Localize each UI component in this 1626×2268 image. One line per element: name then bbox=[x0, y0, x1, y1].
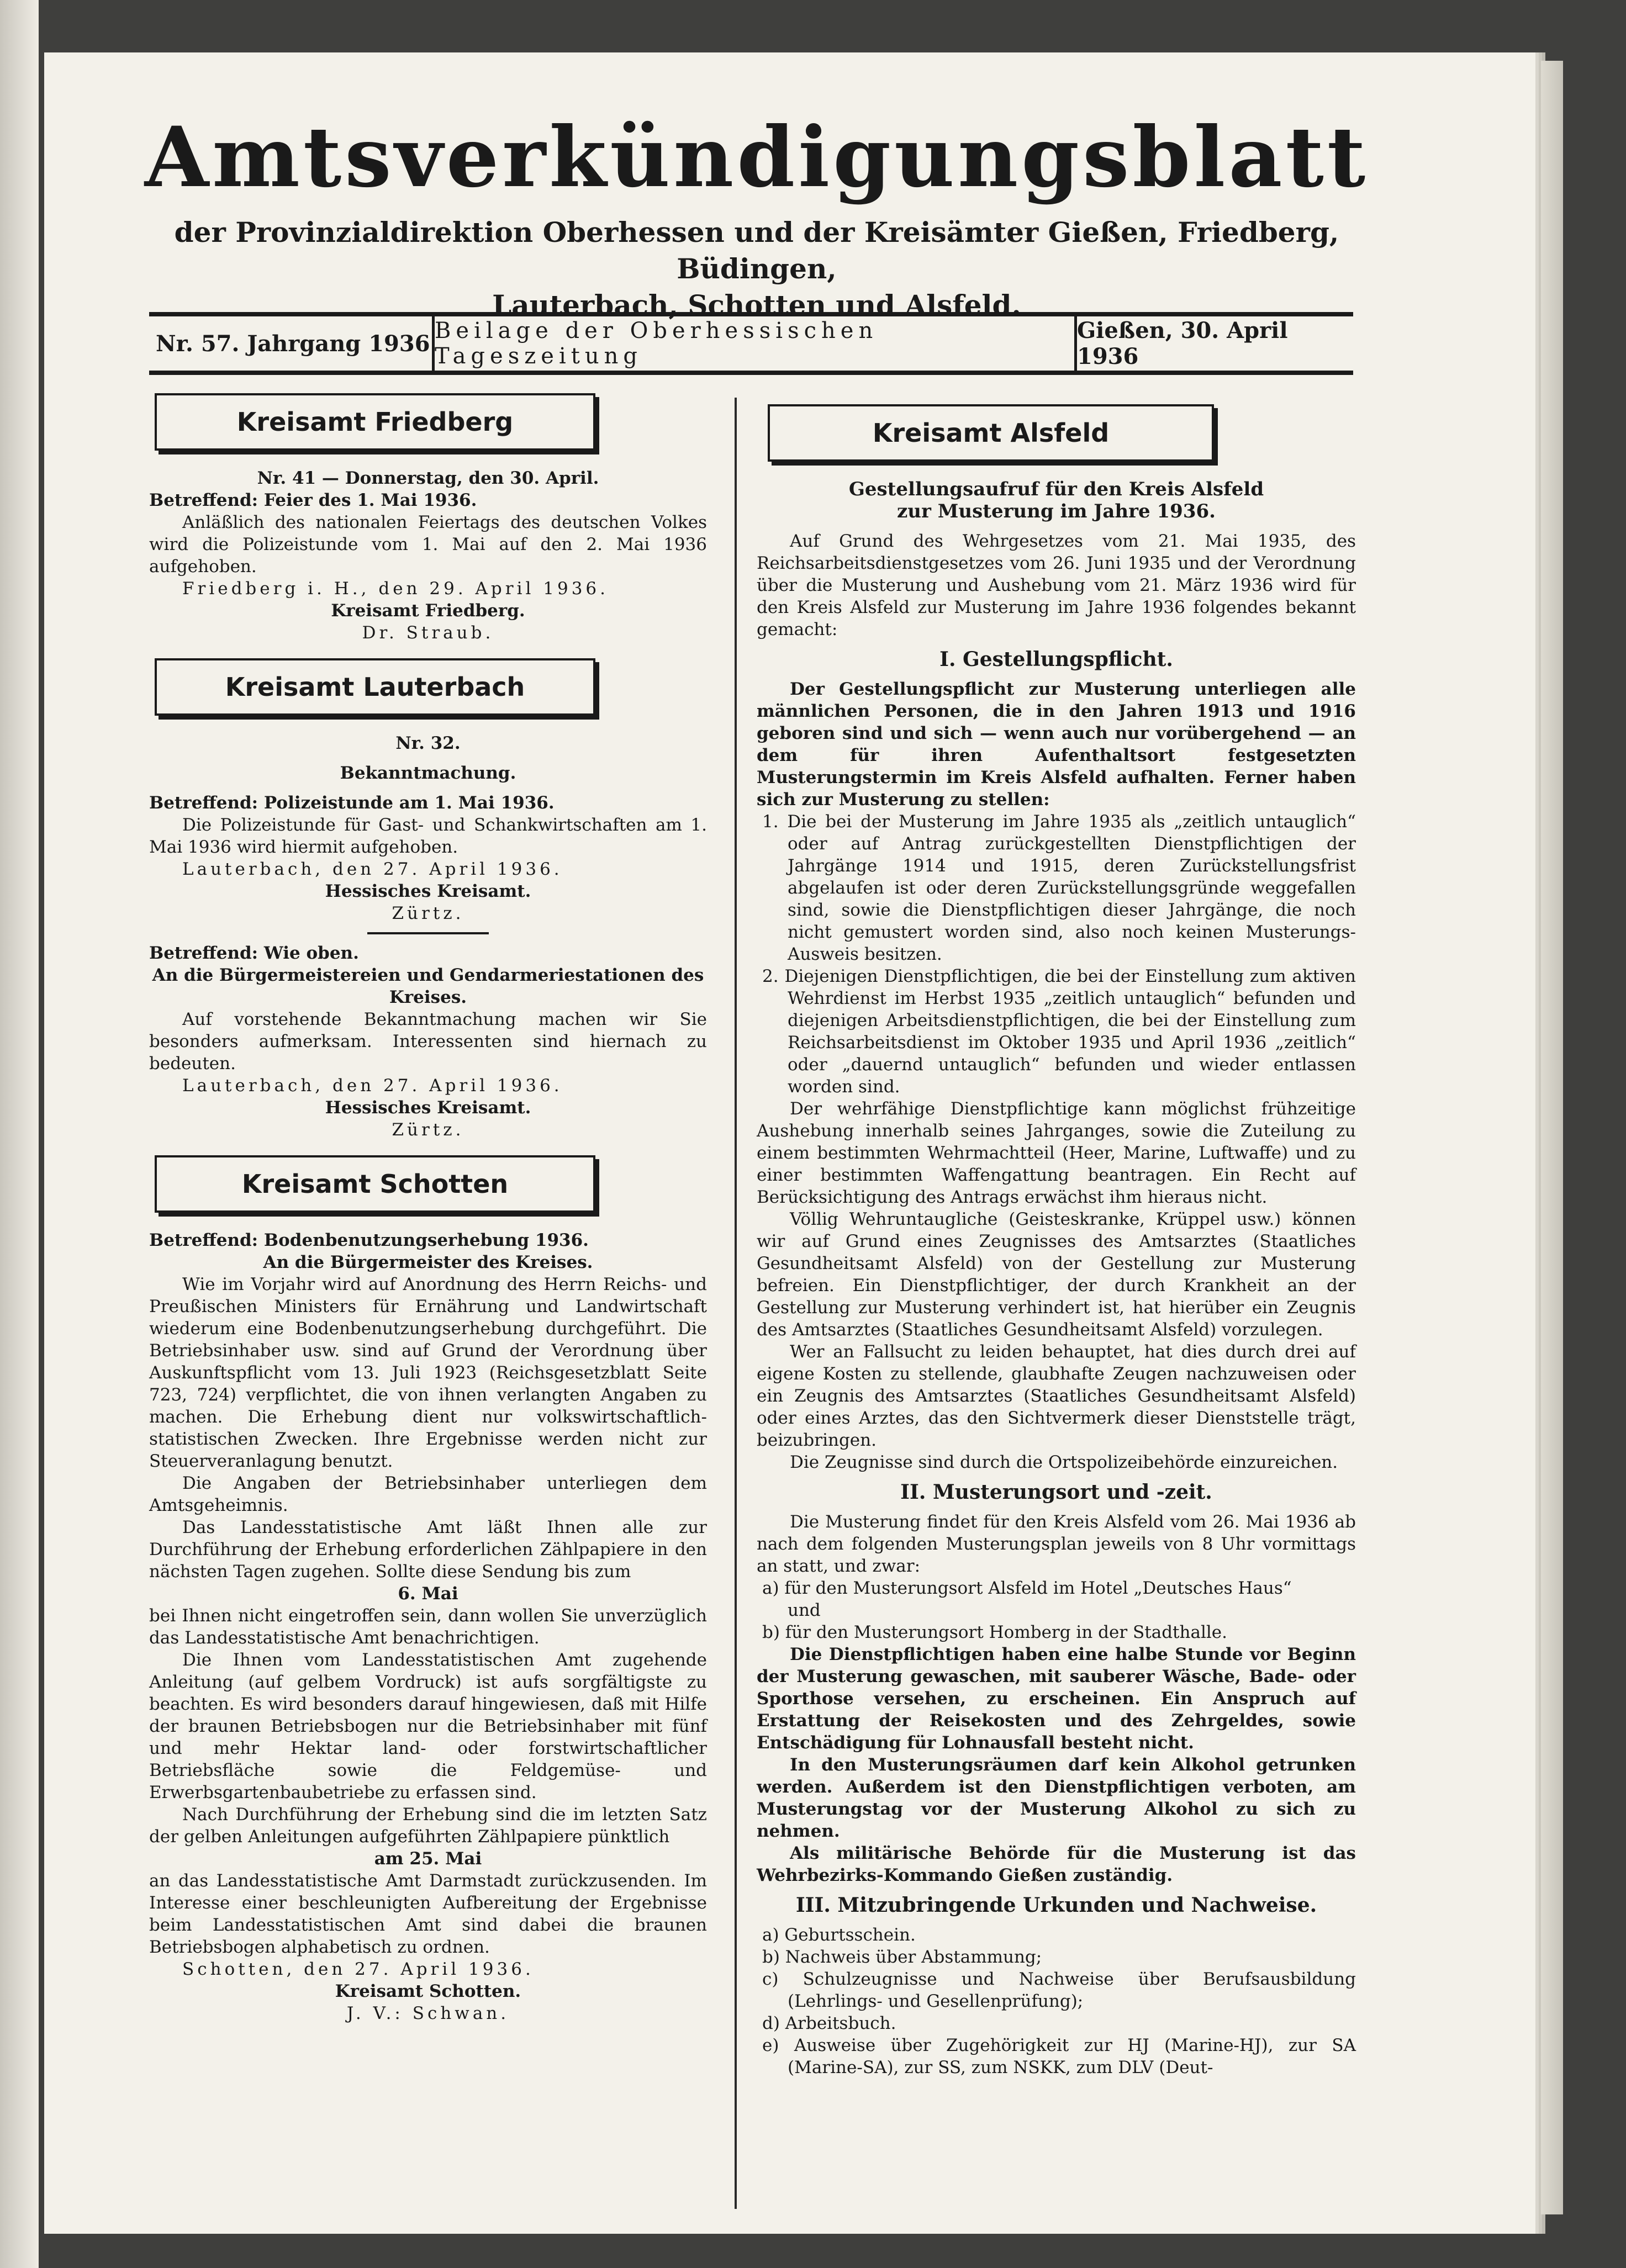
notice-body: Die Polizeistunde für Gast- und Schankwirtschaften am 1. Mai 1936 wird hiermit aufgehoben. bbox=[149, 815, 707, 857]
list-item: b) Nachweis über Abstammung; bbox=[762, 1947, 1042, 1967]
notice-body: Anläßlich des nationalen Feiertags des deutschen Volkes wird die Polizeistunde vom 1. Mai auf den 2. Mai 1936 aufgehoben. bbox=[149, 512, 707, 577]
section-heading-schotten: Kreisamt Schotten bbox=[155, 1155, 595, 1213]
notice-paragraph: In den Musterungsräumen darf kein Alkohol getrunken werden. Außerdem ist den Dienstpflichtigen verboten, am Musterungstag vor der Musterung Alkohol zu sich zu nehmen. bbox=[757, 1755, 1356, 1841]
notice-paragraph: Wer an Fallsucht zu leiden behauptet, hat dies durch drei auf eigene Kosten zu stellende, glaubhafte Zeugen nachzuweisen oder ein Zeugnis des Amtsarztes (Staatliches Gesundheitsamt Alsfeld) oder eines Arztes, das den Sichtvermerk dieser Dienststelle trägt, beizubringen. bbox=[757, 1342, 1356, 1450]
notice-paragraph: Die Zeugnisse sind durch die Ortspolizeibehörde einzureichen. bbox=[790, 1452, 1338, 1472]
notice-paragraph: Wie im Vorjahr wird auf Anordnung des Herrn Reichs- und Preußischen Ministers für Ernährung und Landwirtschaft wiederum eine Bodenbenutzungserhebung durchgeführt. Die Betriebsinhaber usw. sind auf Grund der Verordnung über Auskunftspflicht vom 13. Juli 1923 (Reichsgesetzblatt Seite 723, 724) verpflichtet, die von ihnen verlangten Angaben zu machen. Die Erhebung dient nur volkswirtschaftlich-statistischen Zwecken. Ihre Ergebnisse werden nicht zur Steuerveranlagung benutzt. bbox=[149, 1275, 707, 1471]
section-title-1: I. Gestellungspflicht. bbox=[939, 648, 1173, 671]
notice-body-2: Auf vorstehende Bekanntmachung machen wir Sie besonders aufmerksam. Interessenten sind hiernach zu bedeuten. bbox=[149, 1009, 707, 1074]
notice-authority: Hessisches Kreisamt. bbox=[325, 881, 531, 901]
scan-edge-left bbox=[0, 0, 39, 2268]
section-title-2: II. Musterungsort und -zeit. bbox=[900, 1481, 1212, 1504]
supplement-label: Beilage der Oberhessischen Tageszeitung bbox=[435, 316, 1077, 371]
issue-info-bar bbox=[149, 312, 1353, 375]
section-heading-lauterbach: Kreisamt Lauterbach bbox=[155, 658, 595, 716]
notice-paragraph: an das Landesstatistische Amt Darmstadt zurückzusenden. Im Interesse einer beschleunigten Aufbereitung der Ergebnisse beim Landesstatistischen Amt sind dabei die braunen Betriebsbogen alphabetisch zu ordnen. bbox=[149, 1871, 707, 1957]
notice-signature: Zürtz. bbox=[392, 903, 464, 923]
notice-paragraph: Die Ihnen vom Landesstatistischen Amt zugehende Anleitung (auf gelbem Vordruck) ist aufs sorgfältigste zu beachten. Es wird besonders darauf hingewiesen, daß mit Hilfe der braunen Betriebsbogen nur die Betriebsinhaber mit fünf und mehr Hektar land- oder forstwirtschaftlicher Betriebsfläche sowie die Feldgemüse- und Erwerbsgartenbaubetriebe zu erfassen sind. bbox=[149, 1650, 707, 1802]
section-title-3: III. Mitzubringende Urkunden und Nachweise. bbox=[795, 1894, 1317, 1917]
section-heading-alsfeld: Kreisamt Alsfeld bbox=[768, 404, 1214, 462]
deadline-date: 6. Mai bbox=[398, 1584, 458, 1604]
notice-addressee: An die Bürgermeister des Kreises. bbox=[263, 1252, 593, 1272]
list-item: c) Schulzeugnisse und Nachweise über Berufsausbildung (Lehrlings- und Gesellenprüfung); bbox=[762, 1969, 1356, 2011]
right-column bbox=[757, 387, 1356, 2079]
subtitle-line-2: Lauterbach, Schotten und Alsfeld. bbox=[492, 289, 1021, 321]
left-column bbox=[149, 387, 707, 2024]
newspaper-subtitle bbox=[144, 214, 1370, 324]
notice-paragraph: Als militärische Behörde für die Musterung ist das Wehrbezirks-Kommando Gießen zuständig. bbox=[757, 1843, 1356, 1885]
newspaper-title: Amtsverkündigungsblatt bbox=[144, 109, 1369, 206]
notice-signature: Dr. Straub. bbox=[362, 623, 494, 643]
notice-title-line-1: Gestellungsaufruf für den Kreis Alsfeld bbox=[848, 478, 1264, 500]
notice-place-date: Lauterbach, den 27. April 1936. bbox=[182, 859, 563, 879]
section-lauterbach bbox=[149, 658, 707, 1141]
notice-paragraph: bei Ihnen nicht eingetroffen sein, dann wollen Sie unverzüglich das Landesstatistische Amt benachrichtigen. bbox=[149, 1606, 707, 1648]
issue-date: Gießen, 30. April 1936 bbox=[1077, 318, 1288, 369]
notice-subject: Betreffend: Bodenbenutzungserhebung 1936. bbox=[149, 1230, 589, 1250]
notice-paragraph: Die Musterung findet für den Kreis Alsfeld vom 26. Mai 1936 ab nach dem folgenden Musterungsplan jeweils von 8 Uhr vormittags an statt, und zwar: bbox=[757, 1512, 1356, 1576]
list-item: e) Ausweise über Zugehörigkeit zur HJ (Marine-HJ), zur SA (Marine-SA), zur SS, zum NSKK, zum DLV (Deut- bbox=[762, 2036, 1356, 2077]
notice-paragraph: Der wehrfähige Dienstpflichtige kann möglichst frühzeitige Aushebung innerhalb seines Jahrganges, sowie die Zuteilung zu einem bestimmten Wehrmachtteil (Heer, Marine, Luftwaffe) und zu einer bestimmten Waffengattung beantragen. Ein Recht auf Berücksichtigung des Antrags erwächst ihm hieraus nicht. bbox=[757, 1099, 1356, 1207]
notice-number: Nr. 41 — Donnerstag, den 30. April. bbox=[257, 468, 599, 488]
deadline-date: am 25. Mai bbox=[374, 1849, 482, 1869]
masthead bbox=[144, 110, 1370, 324]
notice-paragraph: Der Gestellungspflicht zur Musterung unterliegen alle männlichen Personen, die in den Jahren 1913 und 1916 geboren sind und sich — wenn auch nur vorübergehend — an dem für ihren Aufenthaltsort festgesetzten Musterungstermin im Kreis Alsfeld aufhalten. Ferner haben sich zur Musterung zu stellen: bbox=[757, 679, 1356, 810]
section-schotten bbox=[149, 1155, 707, 2024]
notice-authority-2: Hessisches Kreisamt. bbox=[325, 1098, 531, 1118]
issue-number: Nr. 57. Jahrgang 1936 bbox=[149, 316, 435, 371]
notice-paragraph: Die Dienstpflichtigen haben eine halbe Stunde vor Beginn der Musterung gewaschen, mit sauberer Wäsche, Bade- oder Sporthose versehen, zu erscheinen. Ein Anspruch auf Erstattung der Reisekosten und des Zehrgeldes, sowie Entschädigung für Lohnausfall besteht nicht. bbox=[757, 1645, 1356, 1753]
section-friedberg bbox=[149, 393, 707, 644]
list-item: a) für den Musterungsort Alsfeld im Hotel „Deutsches Haus“ bbox=[762, 1578, 1292, 1598]
notice-title: Bekanntmachung. bbox=[340, 763, 516, 783]
notice-place-date: Schotten, den 27. April 1936. bbox=[182, 1959, 534, 1979]
notice-subject-2: Betreffend: Wie oben. bbox=[149, 943, 359, 963]
notice-paragraph: Nach Durchführung der Erhebung sind die im letzten Satz der gelben Anleitungen aufgeführten Zählpapiere pünktlich bbox=[149, 1805, 707, 1847]
page-stack-edge bbox=[1541, 61, 1563, 2214]
notice-number: Nr. 32. bbox=[395, 733, 461, 753]
list-item: d) Arbeitsbuch. bbox=[762, 2013, 896, 2033]
notice-title-line-2: zur Musterung im Jahre 1936. bbox=[897, 500, 1216, 522]
column-divider bbox=[735, 398, 737, 2209]
notice-paragraph: Die Angaben der Betriebsinhaber unterliegen dem Amtsgeheimnis. bbox=[149, 1473, 707, 1515]
separator-rule bbox=[367, 932, 489, 934]
notice-authority: Kreisamt Schotten. bbox=[335, 1981, 521, 2001]
list-item: b) für den Musterungsort Homberg in der Stadthalle. bbox=[762, 1622, 1227, 1642]
notice-addressee: An die Bürgermeistereien und Gendarmeriestationen des Kreises. bbox=[152, 965, 704, 1007]
section-alsfeld bbox=[757, 404, 1356, 2079]
notice-paragraph: Das Landesstatistische Amt läßt Ihnen alle zur Durchführung der Erhebung erforderlichen Zählpapiere in den nächsten Tagen zugehen. Sollte diese Sendung bis zum bbox=[149, 1518, 707, 1582]
notice-subject: Betreffend: Feier des 1. Mai 1936. bbox=[149, 490, 477, 510]
subtitle-line-1: der Provinzialdirektion Oberhessen und der Kreisämter Gießen, Friedberg, Büdingen, bbox=[174, 216, 1339, 285]
section-heading-friedberg: Kreisamt Friedberg bbox=[155, 393, 595, 451]
list-connector: und bbox=[788, 1600, 821, 1620]
notice-place-date-2: Lauterbach, den 27. April 1936. bbox=[182, 1076, 563, 1096]
notice-signature-2: Zürtz. bbox=[392, 1120, 464, 1140]
notice-authority: Kreisamt Friedberg. bbox=[331, 601, 525, 621]
list-item: 2. Diejenigen Dienstpflichtigen, die bei der Einstellung zum aktiven Wehrdienst im Herbst 1935 „zeitlich untauglich“ befunden und diejenigen Arbeitsdienstpflichtigen, die bei der Einstellung zum Reichsarbeitsdienst im Oktober 1935 und April 1936 „zeitlich“ oder „dauernd untauglich“ befunden und wieder entlassen worden sind. bbox=[762, 966, 1356, 1097]
notice-signature: J. V.: Schwan. bbox=[346, 2003, 510, 2023]
notice-place-date: Friedberg i. H., den 29. April 1936. bbox=[182, 579, 609, 599]
notice-intro: Auf Grund des Wehrgesetzes vom 21. Mai 1935, des Reichsarbeitsdienstgesetzes vom 26. Juni 1935 und der Verordnung über die Musterung und Aushebung vom 21. März 1936 wird für den Kreis Alsfeld zur Musterung im Jahre 1936 folgendes bekannt gemacht: bbox=[757, 531, 1356, 639]
notice-subject: Betreffend: Polizeistunde am 1. Mai 1936. bbox=[149, 793, 555, 813]
list-item: a) Geburtsschein. bbox=[762, 1925, 916, 1945]
notice-paragraph: Völlig Wehruntaugliche (Geisteskranke, Krüppel usw.) können wir auf Grund eines Zeugnisses des Amtsarztes (Staatliches Gesundheitsamt Alsfeld) von der Gestellung zur Musterung befreien. Ein Dienstpflichtiger, der durch Krankheit an der Gestellung zur Musterung verhindert ist, hat hierüber ein Zeugnis des Amtsarztes (Staatliches Gesundheitsamt Alsfeld) vorzulegen. bbox=[757, 1209, 1356, 1340]
list-item: 1. Die bei der Musterung im Jahre 1935 als „zeitlich untauglich“ oder auf Antrag zurückgestellten Dienstpflichtigen der Jahrgänge 1914 und 1915, deren Zurückstellungsfrist abgelaufen ist oder deren Zurückstellungsgründe weggefallen sind, sowie die Dienstpflichtigen dieser Jahrgänge, die noch nicht gemustert worden sind, also noch keinen Musterungs-Ausweis besitzen. bbox=[762, 812, 1356, 964]
